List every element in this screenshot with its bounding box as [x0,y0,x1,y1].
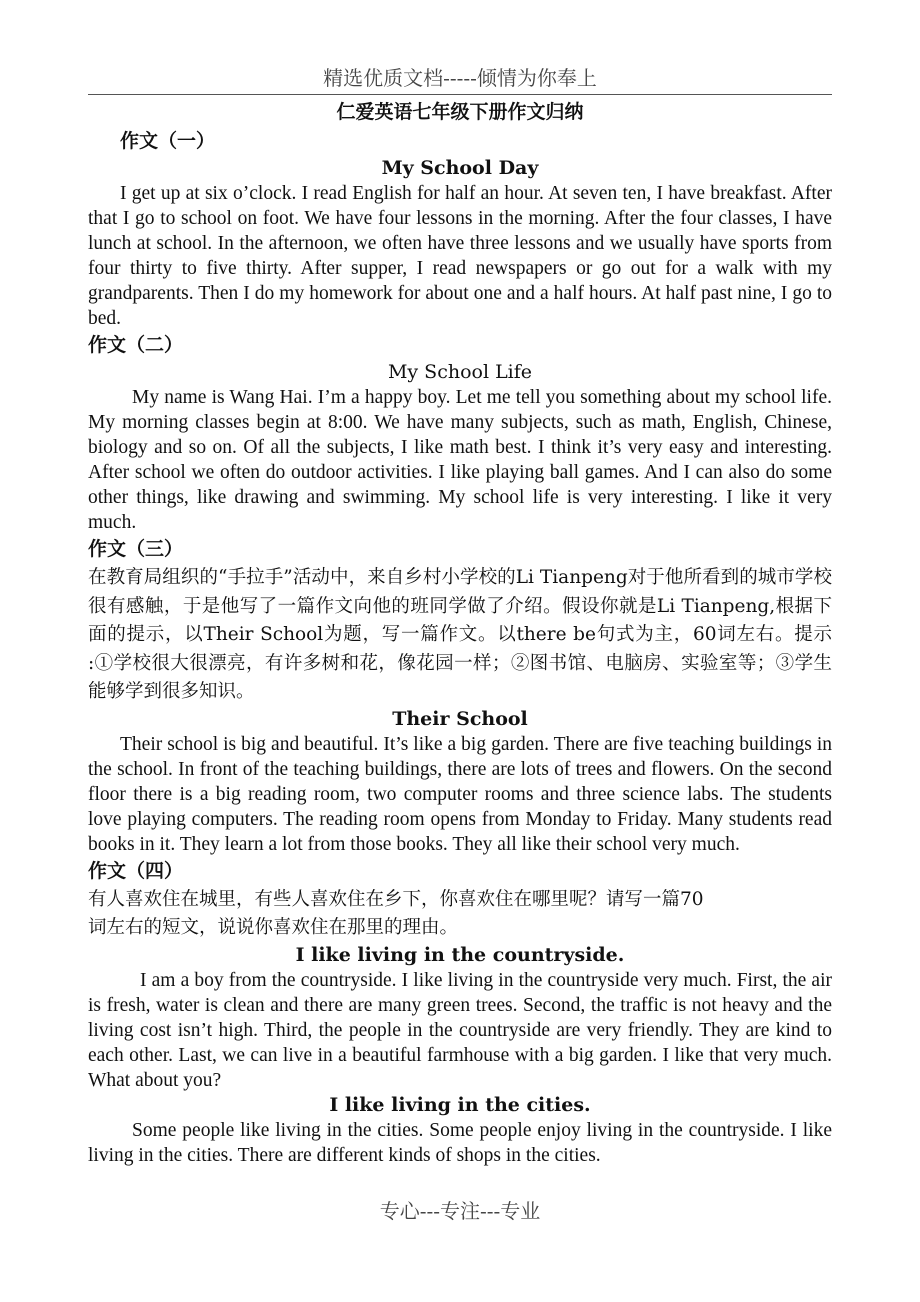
essay-paragraph-2: My name is Wang Hai. I’m a happy boy. Let me tell you something about my school life. My morning classes begin at 8:00. We have many subjects, such as math, English, Chinese, biology and so on. Of all the subjects, I like math best. I think it’s very easy and interesting. After school we often do outdoor activities. I like playing ball games. And I can also do some other things, like drawing and swimming. My school life is very interesting. I like it very much. [88,387,832,533]
essay-title-4b: I like living in the cities. [329,1093,591,1116]
essay-paragraph-1: I get up at six o’clock. I read English for half an hour. At seven ten, I have breakfast. After that I go to school on foot. We have four lessons in the morning. After the four classes, I have lunch at school. In the afternoon, we often have three lessons and we usually have sports from four thirty to five thirty. After supper, I read newspapers or go out for a walk with my grandparents. Then I do my homework for about one and a half hours. At half past nine, I go to bed. [88,183,832,329]
essay-title-2: My School Life [387,361,533,383]
essay-title-4a: I like living in the countryside. [295,943,625,966]
essay-paragraph-3: Their school is big and beautiful. It’s like a big garden. There are five teaching buildings in the school. In front of the teaching buildings, there are lots of trees and flowers. On the second floor there is a big reading room, two computer rooms and three science labs. The students love playing computers. The reading room opens from Monday to Friday. Many students read books in it. They learn a lot from those books. They all like their school very much. [88,733,832,855]
writing-prompt-4-line-2: 词左右的短文，说说你喜欢住在那里的理由。 [88,917,459,938]
section-heading-1: 作文（一） [120,130,216,152]
document-title: 仁爱英语七年级下册作文归纳 [336,101,584,123]
section-heading-4: 作文（四） [88,859,184,882]
page-footer: 专心---专注---专业 [379,1199,541,1223]
essay-title-3: Their School [392,707,528,730]
essay-paragraph-4b: Some people like living in the cities. Some people enjoy living in the countryside. I like living in the cities. There are different kinds of shops in the cities. [88,1119,832,1166]
writing-prompt-4-line-1: 有人喜欢住在城里，有些人喜欢住在乡下，你喜欢住在哪里呢？请写一篇70 [88,888,704,910]
essay-title-1: My School Day [381,157,539,179]
essay-paragraph-4a: I am a boy from the countryside. I like living in the countryside very much. First, the air is fresh, water is clean and there are many green trees. Second, the traffic is not heavy and the living cost isn’t high. Third, the people in the countryside are very friendly. They are kind to each other. Last, we can live in a beautiful farmhouse with a big garden. I like that very much. What about you? [88,969,832,1091]
page-header: 精选优质文档-----倾情为你奉上 [88,62,832,95]
section-heading-3: 作文（三） [88,538,184,560]
document-page [88,62,832,1168]
writing-prompt-3: 在教育局组织的“手拉手”活动中，来自乡村小学校的Li Tianpeng对于他所看到的城市学校很有感触，于是他写了一篇作文向他的班同学做了介绍。假设你就是Li Tianpeng,根据下面的提示，以Their School为题，写一篇作文。以there be句式为主，60词左右。提示 :①学校很大很漂亮，有许多树和花，像花园一样；②图书馆、电脑房、实验室等；③学生能够学到很多知识。 [88,567,832,702]
section-heading-2: 作文（二） [88,334,184,356]
